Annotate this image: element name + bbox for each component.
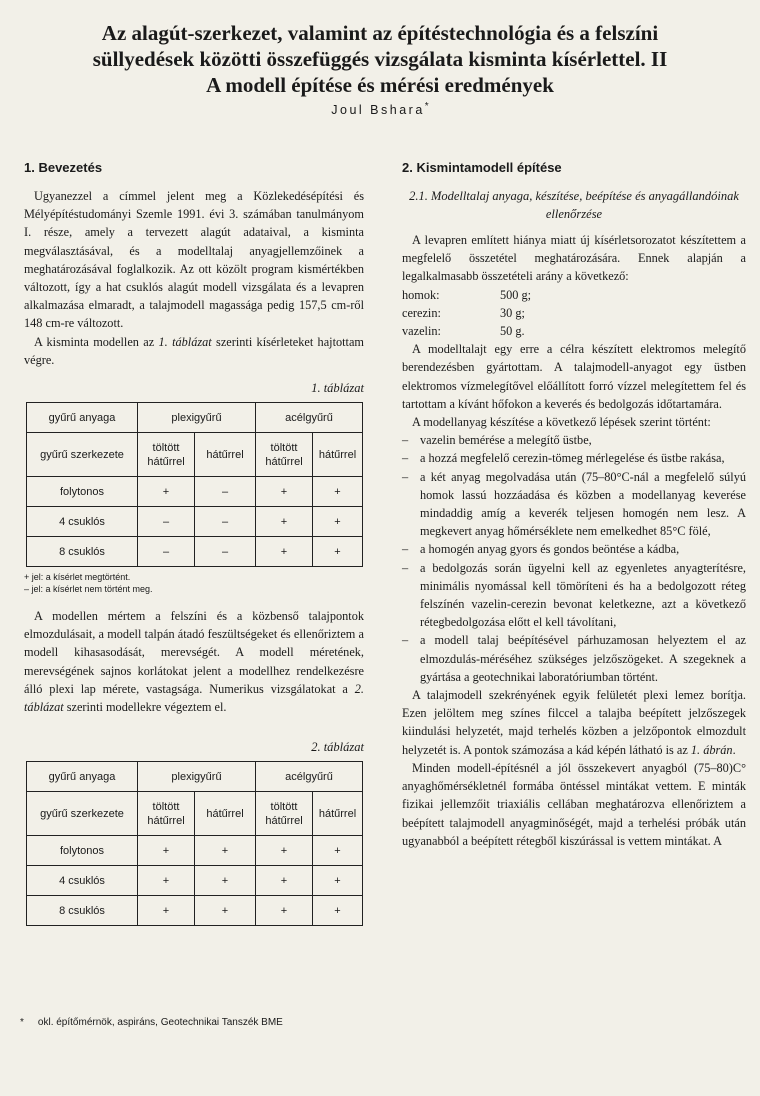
composition-value: 500 g;: [500, 287, 532, 302]
subsection-heading: 2.1. Modelltalaj anyaga, készítése, beépítése és anyagállandóinak ellenőrzése: [409, 189, 739, 221]
table-cell: –: [195, 507, 256, 537]
table-2-group-acel: acélgyűrű: [256, 762, 363, 792]
table-cell: +: [138, 866, 195, 896]
table-cell: –: [138, 537, 195, 567]
table-cell: –: [195, 537, 256, 567]
table-cell: +: [256, 477, 313, 507]
list-item: – a modell talaj beépítésével párhuzamosan helyeztem el az elmozdulás-méréséhez szükséges jelzőszögeket. A szegeknek a gyártása a geotechnikai laboratóriumban történt.: [402, 631, 746, 686]
table-2-sub-header: [256, 792, 313, 836]
table-1-sub-toltott: töltött: [270, 441, 298, 454]
table-1-row-label: 8 csuklós: [27, 537, 138, 567]
table-1-reference: 1. táblázat: [158, 334, 212, 349]
table-2-sub-header: hátűrrel: [313, 792, 363, 836]
right-column: [402, 160, 746, 850]
intro-paragraph-2-text-a: A kisminta modellen az: [34, 334, 159, 349]
table-2-group-plexi: plexigyűrű: [138, 762, 256, 792]
composition-value: 30 g;: [500, 305, 525, 320]
table-2-row-label: 8 csuklós: [27, 896, 138, 926]
table-cell: +: [256, 896, 313, 926]
composition-row: [402, 304, 746, 322]
table-cell: –: [195, 477, 256, 507]
table-1-group-plexi: plexigyűrű: [138, 403, 256, 433]
table-cell: +: [313, 507, 363, 537]
table-1-sub-header: hátűrrel: [313, 433, 363, 477]
composition-row: [402, 322, 746, 340]
title-line-3: A modell építése és mérési eredmények: [206, 73, 554, 97]
model-paragraph-1: A levapren említett hiánya miatt új kísérletsorozatot készítettem a megfelelő összetétel meghatározására. Ennek alapján a legalkalmasabb összetételi arány a következő:: [402, 233, 746, 284]
table-2-row-label: folytonos: [27, 836, 138, 866]
table-cell: +: [138, 477, 195, 507]
list-item: – a két anyag megolvadása után (75–80°C-nál a megfelelő súlyú homok lassú hozzáadása és közben a modellanyag keverése mindaddig amíg a keverék teljesen homogén nem lesz. A megkevert anyag hőmérséklete nem emelkedhet 85°C fölé,: [402, 468, 746, 541]
intro-paragraph-3: [24, 607, 364, 716]
table-cell: +: [313, 866, 363, 896]
table-1-group-acel: acélgyűrű: [256, 403, 363, 433]
model-paragraph-3: A modellanyag készítése a következő lépések szerint történt:: [412, 415, 711, 430]
table-2: [26, 761, 363, 926]
author-name: Joul Bshara: [331, 103, 425, 118]
table-cell: +: [256, 537, 313, 567]
table-1-sub-toltott-2: hátűrrel: [265, 455, 303, 468]
list-item: – a bedolgozás során ügyelni kell az egyenletes anyagterítésre, minimális nyomással kell tömöríteni és ha a bedolgozott réteg felszínén vazelin-cerezin bevonat keletkezne, azt a következő rétegbedolgozása előtt el kell távolítani,: [402, 559, 746, 632]
table-cell: +: [256, 836, 313, 866]
table-cell: +: [313, 836, 363, 866]
table-2-caption: 2. táblázat: [311, 740, 364, 755]
table-2-row-label-material: gyűrű anyaga: [27, 762, 138, 792]
author: [0, 101, 760, 117]
table-1-sub-toltott-2: hátűrrel: [147, 455, 185, 468]
table-row: [27, 507, 363, 537]
footnote-text: okl. építőmérnök, aspiráns, Geotechnikai Tanszék BME: [37, 1017, 283, 1028]
intro-paragraph-1: Ugyanezzel a címmel jelent meg a Közlekedésépítési és Mélyépítéstudományi Szemle 1991. évi 3. számában tanulmányom I. része, amely a tervezett alagút adataival, a kisminta megválasztásával, és a modelltalaj anyagjellemzőinek a meghatározásával foglalkozik. Az ott közölt program kismértékben változott, így a hat csuklós alagút modell vizsgálata és a levapren alkalmazása elmaradt, a talajmodell magassága pedig 157,5 cm-ről 148 cm-re változott.: [24, 189, 364, 331]
table-cell: +: [195, 836, 256, 866]
title-line-1: Az alagút-szerkezet, valamint az építéstechnológia és a felszíni: [101, 21, 659, 45]
table-row: [27, 866, 363, 896]
table-cell: +: [138, 896, 195, 926]
model-paragraph-4-text-b: .: [732, 742, 736, 757]
table-2-sub-toltott-2: hátűrrel: [147, 814, 185, 827]
list-item: – a hozzá megfelelő cerezin-tömeg mérlegelése és üstbe rakása,: [402, 449, 746, 467]
table-2-row-label-structure: gyűrű szerkezete: [27, 792, 138, 836]
footnote-mark: *: [20, 1017, 24, 1028]
intro-paragraph-3-text-a: A modellen mértem a felszíni és a közbenső talajpontok elmozdulásait, a modell talpán átadó feszültségeket és ellenőriztem a modell kihasasodását, merevségét. A modell méretének, merevségének sajnos korlátokat jelent a modellhez rendelkezésre álló plexi lap mérete, vastagsága. Numerikus vizsgálatokat a: [24, 609, 364, 696]
model-paragraph-4-text-a: A talajmodell szekrényének egyik felületét plexi lemez borítja. Ezen jelöltem meg színes filccel a talajba beépített jelzőszegek kiindulási helyzetét, majd terhelés közben a jelzőpontok elmozdult helyzetét is. A pontok számozása a kád képén látható is az: [402, 688, 746, 757]
table-1-row-label: 4 csuklós: [27, 507, 138, 537]
table-cell: +: [256, 507, 313, 537]
table-1-sub-toltott: töltött: [152, 441, 180, 454]
author-footnote-mark: *: [424, 101, 429, 112]
table-row: [27, 896, 363, 926]
paper-title: [40, 20, 720, 98]
intro-paragraph-2-text-b: szerinti kísérleteket hajtottam végre.: [24, 334, 364, 367]
table-1-row-label: folytonos: [27, 477, 138, 507]
table-row: [27, 537, 363, 567]
table-cell: +: [256, 866, 313, 896]
table-cell: +: [313, 537, 363, 567]
table-1-sub-header: [138, 433, 195, 477]
table-2-sub-toltott-2: hátűrrel: [265, 814, 303, 827]
table-cell: +: [313, 896, 363, 926]
table-2-reference: 2. táblázat: [24, 681, 364, 715]
section-heading-introduction: 1. Bevezetés: [24, 160, 103, 175]
composition-value: 50 g.: [500, 324, 525, 339]
table-2-header-row-1: [27, 762, 363, 792]
table-cell: +: [195, 866, 256, 896]
table-1-header-row-2: [27, 433, 363, 477]
list-item: – vazelin bemérése a melegítő üstbe,: [402, 431, 746, 449]
table-1-note-plus: + jel: a kísérlet megtörtént.: [24, 572, 131, 583]
footnote: [20, 1017, 283, 1028]
table-cell: –: [138, 507, 195, 537]
composition-name: homok:: [402, 287, 440, 302]
table-1: [26, 402, 363, 567]
section-heading-model-building: 2. Kismintamodell építése: [402, 160, 562, 175]
model-paragraph-2: A modelltalajt egy erre a célra készített elektromos melegítő berendezésben gyártottam. A talajmodell-anyagot egy üstben elektromos vízmelegítővel előállított forró vízzel melegítettem fel és tartottam a kívánt hőfokon a keverés és bedolgozás időtartamára.: [402, 342, 746, 411]
table-1-row-label-structure: gyűrű szerkezete: [27, 433, 138, 477]
list-item: – a homogén anyag gyors és gondos beöntése a kádba,: [402, 540, 746, 558]
table-1-sub-header: [256, 433, 313, 477]
table-2-sub-header: hátűrrel: [195, 792, 256, 836]
table-1-notes: [24, 571, 364, 595]
composition-name: cerezin:: [402, 305, 441, 320]
steps-list: [402, 431, 746, 686]
table-2-row-label: 4 csuklós: [27, 866, 138, 896]
title-line-2: süllyedések közötti összefüggés vizsgálata kisminta kísérlettel. II: [92, 47, 668, 71]
table-1-row-label-material: gyűrű anyaga: [27, 403, 138, 433]
table-cell: +: [313, 477, 363, 507]
figure-1-reference: 1. ábrán: [690, 742, 733, 757]
model-paragraph-5: Minden modell-építésnél a jól összekevert anyagból (75–80)C° anyaghőmérsékletnél formába öntéssel mintákat vettem. E minták fizikai jellemzőit triaxiális cellában meghatározva ellenőriztem a beépített talajmodell anyagminőségét, majd a terhelési próbák után ugyanabból a beépített rétegből kiszúrással is vettem mintákat. A: [402, 760, 746, 848]
table-1-sub-header: hátűrrel: [195, 433, 256, 477]
table-cell: +: [138, 836, 195, 866]
model-paragraph-4: [402, 686, 746, 759]
intro-paragraph-2: [24, 333, 364, 369]
intro-paragraph-3-text-b: szerinti modellekre végeztem el.: [63, 700, 227, 715]
left-column: [24, 160, 364, 926]
composition-name: vazelin:: [402, 324, 441, 339]
table-2-sub-toltott: töltött: [270, 800, 298, 813]
table-row: [27, 477, 363, 507]
table-2-sub-toltott: töltött: [152, 800, 180, 813]
table-2-sub-header: [138, 792, 195, 836]
table-cell: +: [195, 896, 256, 926]
table-1-caption: 1. táblázat: [311, 381, 364, 396]
composition-row: [402, 286, 746, 304]
table-row: [27, 836, 363, 866]
table-1-note-minus: – jel: a kísérlet nem történt meg.: [24, 584, 153, 595]
table-1-header-row-1: [27, 403, 363, 433]
table-2-header-row-2: [27, 792, 363, 836]
